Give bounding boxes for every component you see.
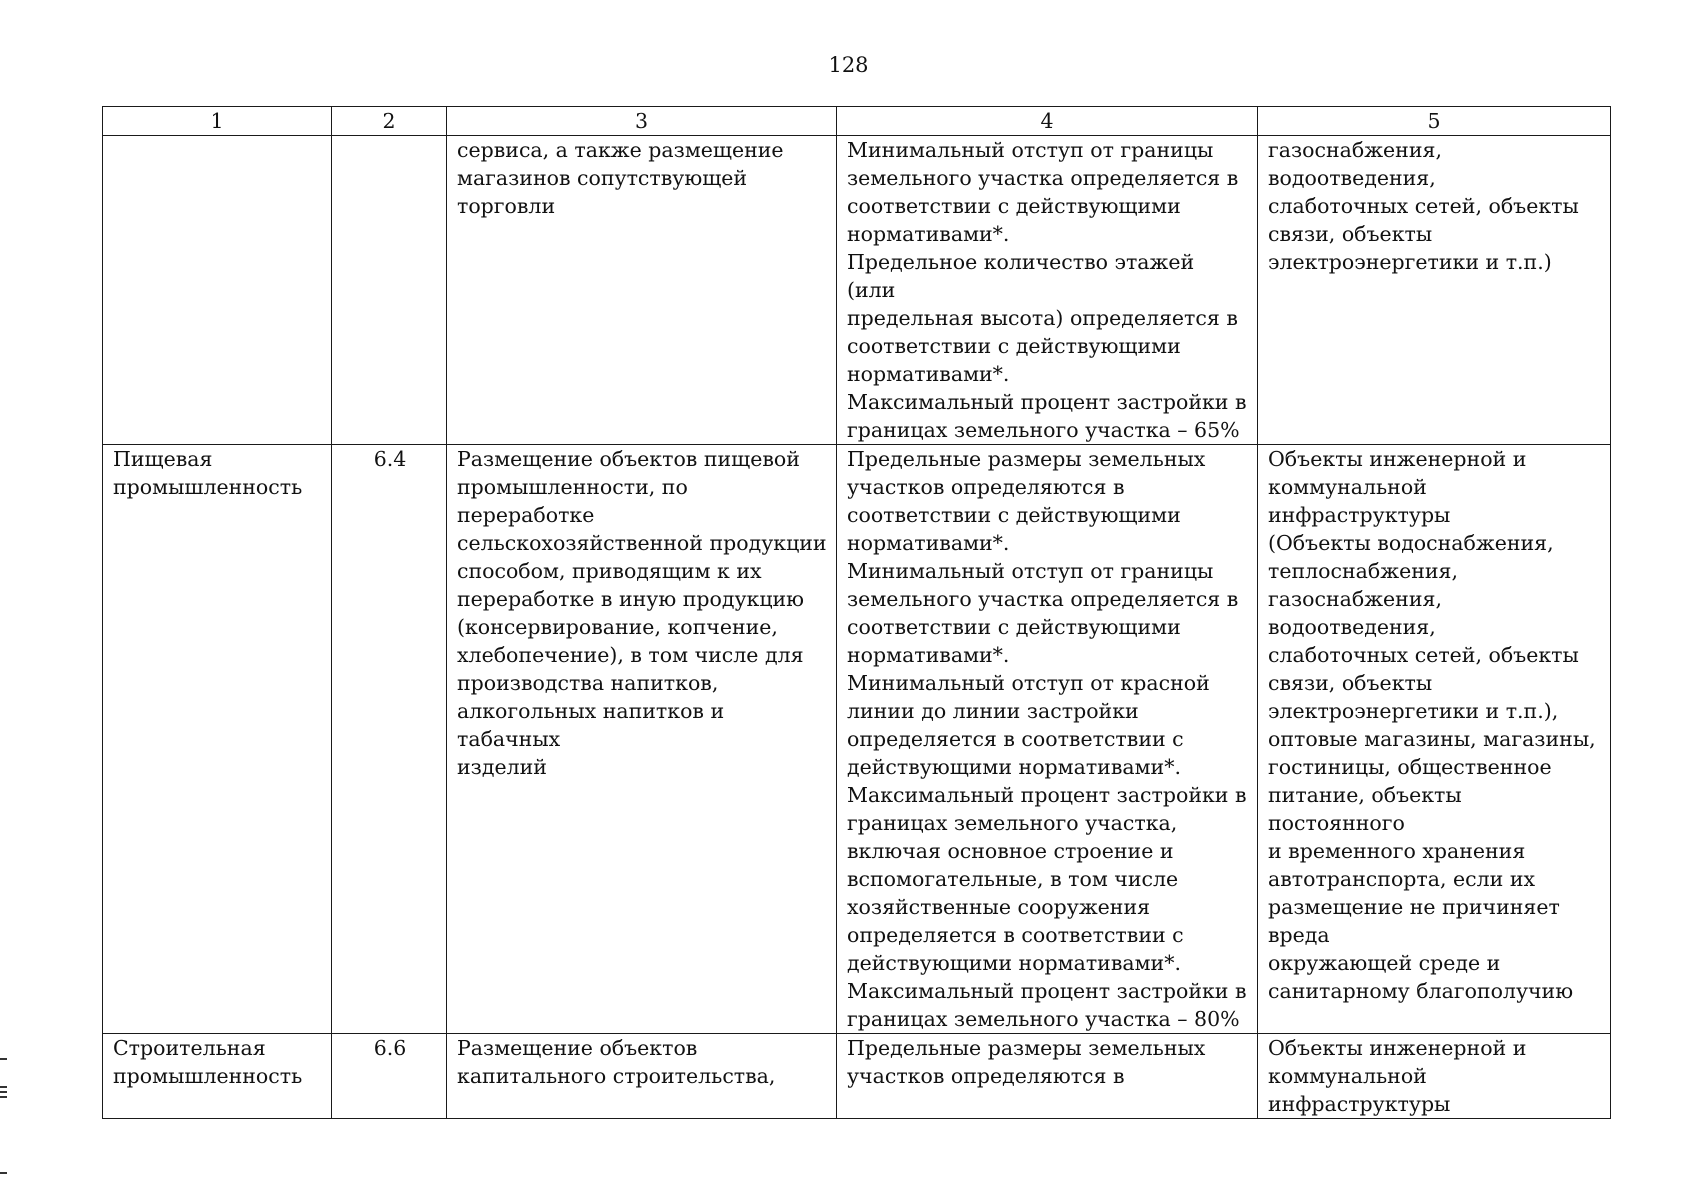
scan-margin-mark [0, 1091, 7, 1093]
use-name-cell: Пищевая промышленность [103, 445, 332, 1034]
use-name-cell [103, 136, 332, 445]
use-code-cell: 6.4 [332, 445, 447, 1034]
auxiliary-uses-cell: Объекты инженерной и коммунальной инфраструктуры (Объекты водоснабжения, теплоснабжения, газоснабжения, водоотведения, слаботочных сетей, объекты связи, объекты электроэнергетики и т.п.), оптовые магазины, магазины, гостиницы, общественное питание, объекты постоянного и временного хранения автотранспорта, если их размещение не причиняет вреда окружающей среде и санитарному благополучию [1258, 445, 1611, 1034]
table-row [103, 136, 1611, 445]
parameters-cell: Минимальный отступ от границы земельного участка определяется в соответствии с действующими нормативами*. Предельное количество этажей (или предельная высота) определяется в соответствии с действующими нормативами*. Максимальный процент застройки в границах земельного участка – 65% [837, 136, 1258, 445]
use-name-cell: Строительная промышленность [103, 1034, 332, 1119]
column-header-4: 4 [837, 107, 1258, 136]
use-description-cell: Размещение объектов капитального строительства, [447, 1034, 837, 1119]
column-header-3: 3 [447, 107, 837, 136]
parameters-cell: Предельные размеры земельных участков определяются в [837, 1034, 1258, 1119]
use-description-cell: сервиса, а также размещение магазинов сопутствующей торговли [447, 136, 837, 445]
use-code-cell: 6.6 [332, 1034, 447, 1119]
scan-margin-mark [0, 1096, 7, 1098]
scan-margin-mark [0, 1058, 7, 1060]
column-header-5: 5 [1258, 107, 1611, 136]
table-header-row [103, 107, 1611, 136]
column-header-1: 1 [103, 107, 332, 136]
auxiliary-uses-cell: Объекты инженерной и коммунальной инфраструктуры [1258, 1034, 1611, 1119]
table-row [103, 445, 1611, 1034]
use-code-cell [332, 136, 447, 445]
auxiliary-uses-cell: газоснабжения, водоотведения, слаботочных сетей, объекты связи, объекты электроэнергетики и т.п.) [1258, 136, 1611, 445]
column-header-2: 2 [332, 107, 447, 136]
zoning-table [102, 106, 1611, 1119]
scan-margin-mark [0, 1086, 7, 1088]
parameters-cell: Предельные размеры земельных участков определяются в соответствии с действующими нормативами*. Минимальный отступ от границы земельного участка определяется в соответствии с действующими нормативами*. Минимальный отступ от красной линии до линии застройки определяется в соответствии с действующими нормативами*. Максимальный процент застройки в границах земельного участка, включая основное строение и вспомогательные, в том числе хозяйственные сооружения определяется в соответствии с действующими нормативами*. Максимальный процент застройки в границах земельного участка – 80% [837, 445, 1258, 1034]
table-row [103, 1034, 1611, 1119]
use-description-cell: Размещение объектов пищевой промышленности, по переработке сельскохозяйственной продукции способом, приводящим к их переработке в иную продукцию (консервирование, копчение, хлебопечение), в том числе для производства напитков, алкогольных напитков и табачных изделий [447, 445, 837, 1034]
scan-margin-mark [0, 1172, 7, 1174]
page-number: 128 [828, 53, 869, 77]
